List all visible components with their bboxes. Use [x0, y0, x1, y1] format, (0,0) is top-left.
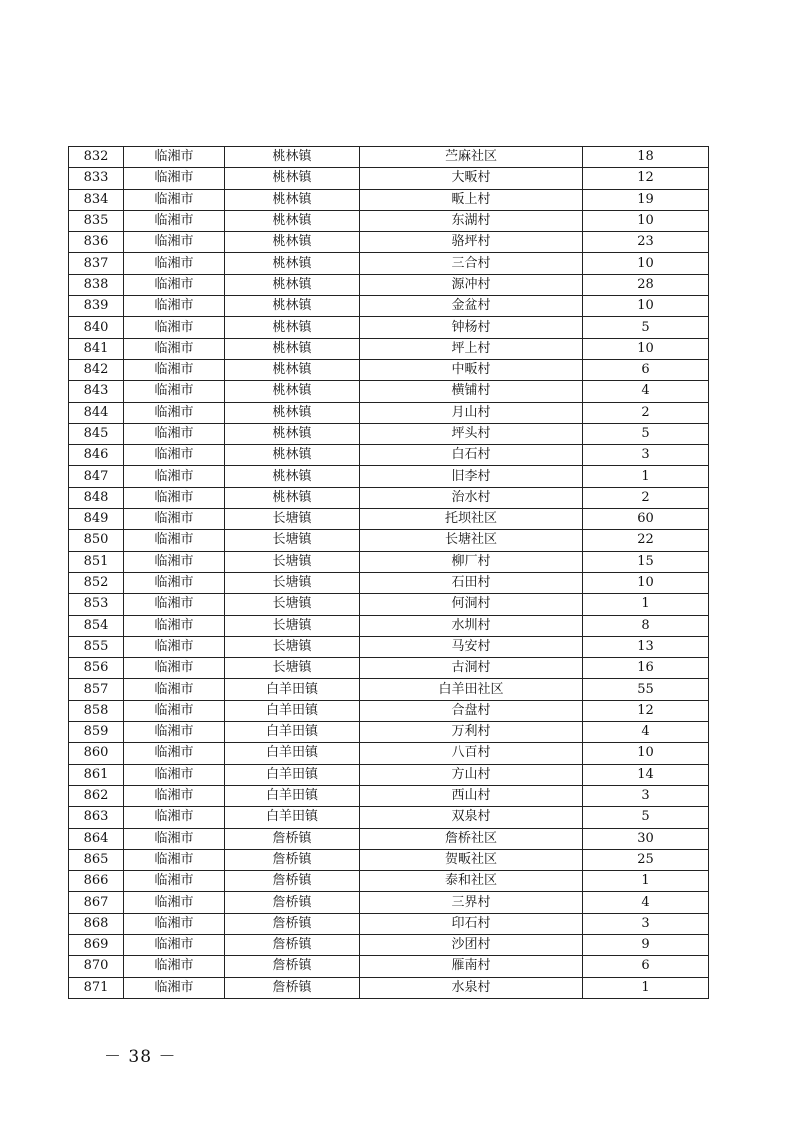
town-cell: 桃林镇 [225, 402, 360, 423]
town-cell: 白羊田镇 [225, 785, 360, 806]
page-number: － 38 － [104, 1047, 177, 1067]
town-cell: 长塘镇 [225, 509, 360, 530]
village-cell: 横铺村 [360, 381, 583, 402]
village-cell: 白石村 [360, 445, 583, 466]
table-row [69, 551, 709, 572]
row-index-cell: 844 [69, 402, 124, 423]
row-index-cell: 855 [69, 636, 124, 657]
row-index-cell: 867 [69, 892, 124, 913]
city-cell: 临湘市 [124, 317, 225, 338]
table-row [69, 849, 709, 870]
table-row [69, 168, 709, 189]
table-row [69, 785, 709, 806]
row-index-cell: 847 [69, 466, 124, 487]
count-cell: 1 [583, 466, 709, 487]
village-cell: 贺畈社区 [360, 849, 583, 870]
village-cell: 双泉村 [360, 807, 583, 828]
row-index-cell: 857 [69, 679, 124, 700]
city-cell: 临湘市 [124, 296, 225, 317]
table-row [69, 828, 709, 849]
table-body [69, 147, 709, 999]
village-cell: 中畈村 [360, 359, 583, 380]
village-cell: 詹桥社区 [360, 828, 583, 849]
row-index-cell: 853 [69, 594, 124, 615]
village-cell: 柳厂村 [360, 551, 583, 572]
row-index-cell: 856 [69, 658, 124, 679]
city-cell: 临湘市 [124, 700, 225, 721]
village-cell: 苎麻社区 [360, 147, 583, 168]
village-cell: 沙团村 [360, 934, 583, 955]
row-index-cell: 835 [69, 210, 124, 231]
village-cell: 西山村 [360, 785, 583, 806]
town-cell: 白羊田镇 [225, 743, 360, 764]
count-cell: 18 [583, 147, 709, 168]
table-row [69, 317, 709, 338]
city-cell: 临湘市 [124, 658, 225, 679]
data-table [68, 146, 709, 999]
city-cell: 临湘市 [124, 572, 225, 593]
count-cell: 4 [583, 381, 709, 402]
table-row [69, 402, 709, 423]
row-index-cell: 862 [69, 785, 124, 806]
town-cell: 长塘镇 [225, 551, 360, 572]
city-cell: 临湘市 [124, 871, 225, 892]
table-row [69, 338, 709, 359]
count-cell: 5 [583, 807, 709, 828]
town-cell: 詹桥镇 [225, 892, 360, 913]
count-cell: 6 [583, 956, 709, 977]
count-cell: 1 [583, 977, 709, 998]
table-row [69, 210, 709, 231]
town-cell: 长塘镇 [225, 594, 360, 615]
town-cell: 桃林镇 [225, 466, 360, 487]
table-row [69, 679, 709, 700]
city-cell: 临湘市 [124, 828, 225, 849]
village-cell: 治水村 [360, 487, 583, 508]
town-cell: 白羊田镇 [225, 764, 360, 785]
count-cell: 5 [583, 423, 709, 444]
city-cell: 临湘市 [124, 147, 225, 168]
town-cell: 桃林镇 [225, 274, 360, 295]
row-index-cell: 850 [69, 530, 124, 551]
village-cell: 雁南村 [360, 956, 583, 977]
city-cell: 临湘市 [124, 402, 225, 423]
town-cell: 桃林镇 [225, 253, 360, 274]
town-cell: 长塘镇 [225, 636, 360, 657]
town-cell: 詹桥镇 [225, 849, 360, 870]
table-row [69, 764, 709, 785]
table-row [69, 913, 709, 934]
table-row [69, 743, 709, 764]
town-cell: 白羊田镇 [225, 807, 360, 828]
village-cell: 畈上村 [360, 189, 583, 210]
village-cell: 源冲村 [360, 274, 583, 295]
village-cell: 坪上村 [360, 338, 583, 359]
count-cell: 60 [583, 509, 709, 530]
town-cell: 桃林镇 [225, 445, 360, 466]
town-cell: 桃林镇 [225, 487, 360, 508]
city-cell: 临湘市 [124, 977, 225, 998]
row-index-cell: 839 [69, 296, 124, 317]
city-cell: 临湘市 [124, 615, 225, 636]
count-cell: 6 [583, 359, 709, 380]
count-cell: 10 [583, 210, 709, 231]
town-cell: 白羊田镇 [225, 679, 360, 700]
village-cell: 马安村 [360, 636, 583, 657]
count-cell: 22 [583, 530, 709, 551]
row-index-cell: 858 [69, 700, 124, 721]
city-cell: 临湘市 [124, 594, 225, 615]
row-index-cell: 840 [69, 317, 124, 338]
row-index-cell: 848 [69, 487, 124, 508]
city-cell: 临湘市 [124, 807, 225, 828]
city-cell: 临湘市 [124, 232, 225, 253]
town-cell: 白羊田镇 [225, 700, 360, 721]
city-cell: 临湘市 [124, 338, 225, 359]
city-cell: 临湘市 [124, 381, 225, 402]
count-cell: 55 [583, 679, 709, 700]
table-row [69, 700, 709, 721]
town-cell: 桃林镇 [225, 338, 360, 359]
village-cell: 水圳村 [360, 615, 583, 636]
city-cell: 临湘市 [124, 743, 225, 764]
city-cell: 临湘市 [124, 274, 225, 295]
row-index-cell: 836 [69, 232, 124, 253]
table-row [69, 934, 709, 955]
town-cell: 桃林镇 [225, 296, 360, 317]
town-cell: 詹桥镇 [225, 871, 360, 892]
city-cell: 临湘市 [124, 189, 225, 210]
row-index-cell: 870 [69, 956, 124, 977]
table-row [69, 509, 709, 530]
count-cell: 23 [583, 232, 709, 253]
count-cell: 13 [583, 636, 709, 657]
row-index-cell: 833 [69, 168, 124, 189]
table-row [69, 956, 709, 977]
row-index-cell: 832 [69, 147, 124, 168]
city-cell: 临湘市 [124, 679, 225, 700]
town-cell: 桃林镇 [225, 232, 360, 253]
count-cell: 19 [583, 189, 709, 210]
city-cell: 临湘市 [124, 722, 225, 743]
city-cell: 临湘市 [124, 168, 225, 189]
row-index-cell: 852 [69, 572, 124, 593]
village-cell: 万利村 [360, 722, 583, 743]
town-cell: 桃林镇 [225, 189, 360, 210]
table-row [69, 466, 709, 487]
town-cell: 桃林镇 [225, 381, 360, 402]
table-row [69, 892, 709, 913]
village-cell: 石田村 [360, 572, 583, 593]
town-cell: 桃林镇 [225, 147, 360, 168]
row-index-cell: 860 [69, 743, 124, 764]
city-cell: 临湘市 [124, 359, 225, 380]
village-cell: 水泉村 [360, 977, 583, 998]
city-cell: 临湘市 [124, 509, 225, 530]
table-row [69, 615, 709, 636]
table-row [69, 871, 709, 892]
count-cell: 3 [583, 785, 709, 806]
table-row [69, 445, 709, 466]
row-index-cell: 859 [69, 722, 124, 743]
table-row [69, 807, 709, 828]
town-cell: 桃林镇 [225, 317, 360, 338]
row-index-cell: 869 [69, 934, 124, 955]
city-cell: 临湘市 [124, 466, 225, 487]
table-row [69, 636, 709, 657]
village-cell: 八百村 [360, 743, 583, 764]
row-index-cell: 845 [69, 423, 124, 444]
table-row [69, 232, 709, 253]
table-row [69, 572, 709, 593]
count-cell: 30 [583, 828, 709, 849]
village-cell: 钟杨村 [360, 317, 583, 338]
count-cell: 14 [583, 764, 709, 785]
count-cell: 4 [583, 722, 709, 743]
row-index-cell: 865 [69, 849, 124, 870]
row-index-cell: 866 [69, 871, 124, 892]
village-cell: 旧李村 [360, 466, 583, 487]
table-row [69, 253, 709, 274]
count-cell: 1 [583, 871, 709, 892]
table-row [69, 530, 709, 551]
count-cell: 10 [583, 572, 709, 593]
count-cell: 16 [583, 658, 709, 679]
town-cell: 詹桥镇 [225, 828, 360, 849]
village-cell: 方山村 [360, 764, 583, 785]
town-cell: 詹桥镇 [225, 956, 360, 977]
town-cell: 詹桥镇 [225, 913, 360, 934]
count-cell: 10 [583, 296, 709, 317]
count-cell: 3 [583, 913, 709, 934]
table-row [69, 487, 709, 508]
table-row [69, 189, 709, 210]
count-cell: 4 [583, 892, 709, 913]
city-cell: 临湘市 [124, 530, 225, 551]
city-cell: 临湘市 [124, 551, 225, 572]
village-cell: 金盆村 [360, 296, 583, 317]
town-cell: 长塘镇 [225, 572, 360, 593]
city-cell: 临湘市 [124, 956, 225, 977]
town-cell: 桃林镇 [225, 423, 360, 444]
row-index-cell: 854 [69, 615, 124, 636]
row-index-cell: 843 [69, 381, 124, 402]
table-row [69, 977, 709, 998]
count-cell: 12 [583, 700, 709, 721]
table-row [69, 274, 709, 295]
row-index-cell: 851 [69, 551, 124, 572]
count-cell: 25 [583, 849, 709, 870]
table-row [69, 594, 709, 615]
city-cell: 临湘市 [124, 445, 225, 466]
village-cell: 古洞村 [360, 658, 583, 679]
count-cell: 5 [583, 317, 709, 338]
row-index-cell: 871 [69, 977, 124, 998]
village-cell: 三合村 [360, 253, 583, 274]
village-cell: 托坝社区 [360, 509, 583, 530]
city-cell: 临湘市 [124, 487, 225, 508]
count-cell: 2 [583, 487, 709, 508]
town-cell: 桃林镇 [225, 210, 360, 231]
town-cell: 詹桥镇 [225, 977, 360, 998]
town-cell: 桃林镇 [225, 168, 360, 189]
city-cell: 临湘市 [124, 210, 225, 231]
city-cell: 临湘市 [124, 849, 225, 870]
count-cell: 8 [583, 615, 709, 636]
table-row [69, 658, 709, 679]
table-row [69, 381, 709, 402]
row-index-cell: 861 [69, 764, 124, 785]
city-cell: 临湘市 [124, 934, 225, 955]
town-cell: 长塘镇 [225, 530, 360, 551]
town-cell: 长塘镇 [225, 615, 360, 636]
village-cell: 长塘社区 [360, 530, 583, 551]
village-cell: 大畈村 [360, 168, 583, 189]
row-index-cell: 842 [69, 359, 124, 380]
row-index-cell: 834 [69, 189, 124, 210]
table-row [69, 423, 709, 444]
row-index-cell: 846 [69, 445, 124, 466]
row-index-cell: 841 [69, 338, 124, 359]
city-cell: 临湘市 [124, 423, 225, 444]
row-index-cell: 863 [69, 807, 124, 828]
count-cell: 12 [583, 168, 709, 189]
count-cell: 15 [583, 551, 709, 572]
city-cell: 临湘市 [124, 892, 225, 913]
row-index-cell: 838 [69, 274, 124, 295]
city-cell: 临湘市 [124, 764, 225, 785]
village-cell: 骆坪村 [360, 232, 583, 253]
village-cell: 三界村 [360, 892, 583, 913]
village-cell: 泰和社区 [360, 871, 583, 892]
town-cell: 詹桥镇 [225, 934, 360, 955]
city-cell: 临湘市 [124, 636, 225, 657]
count-cell: 10 [583, 743, 709, 764]
count-cell: 10 [583, 253, 709, 274]
town-cell: 白羊田镇 [225, 722, 360, 743]
table-row [69, 147, 709, 168]
village-cell: 何洞村 [360, 594, 583, 615]
count-cell: 2 [583, 402, 709, 423]
row-index-cell: 868 [69, 913, 124, 934]
count-cell: 10 [583, 338, 709, 359]
row-index-cell: 864 [69, 828, 124, 849]
count-cell: 9 [583, 934, 709, 955]
village-cell: 东湖村 [360, 210, 583, 231]
city-cell: 临湘市 [124, 785, 225, 806]
count-cell: 1 [583, 594, 709, 615]
city-cell: 临湘市 [124, 913, 225, 934]
village-cell: 月山村 [360, 402, 583, 423]
city-cell: 临湘市 [124, 253, 225, 274]
count-cell: 28 [583, 274, 709, 295]
table-row [69, 722, 709, 743]
row-index-cell: 849 [69, 509, 124, 530]
row-index-cell: 837 [69, 253, 124, 274]
table-row [69, 296, 709, 317]
village-cell: 合盘村 [360, 700, 583, 721]
table-row [69, 359, 709, 380]
town-cell: 桃林镇 [225, 359, 360, 380]
count-cell: 3 [583, 445, 709, 466]
village-cell: 坪头村 [360, 423, 583, 444]
town-cell: 长塘镇 [225, 658, 360, 679]
village-cell: 印石村 [360, 913, 583, 934]
village-cell: 白羊田社区 [360, 679, 583, 700]
